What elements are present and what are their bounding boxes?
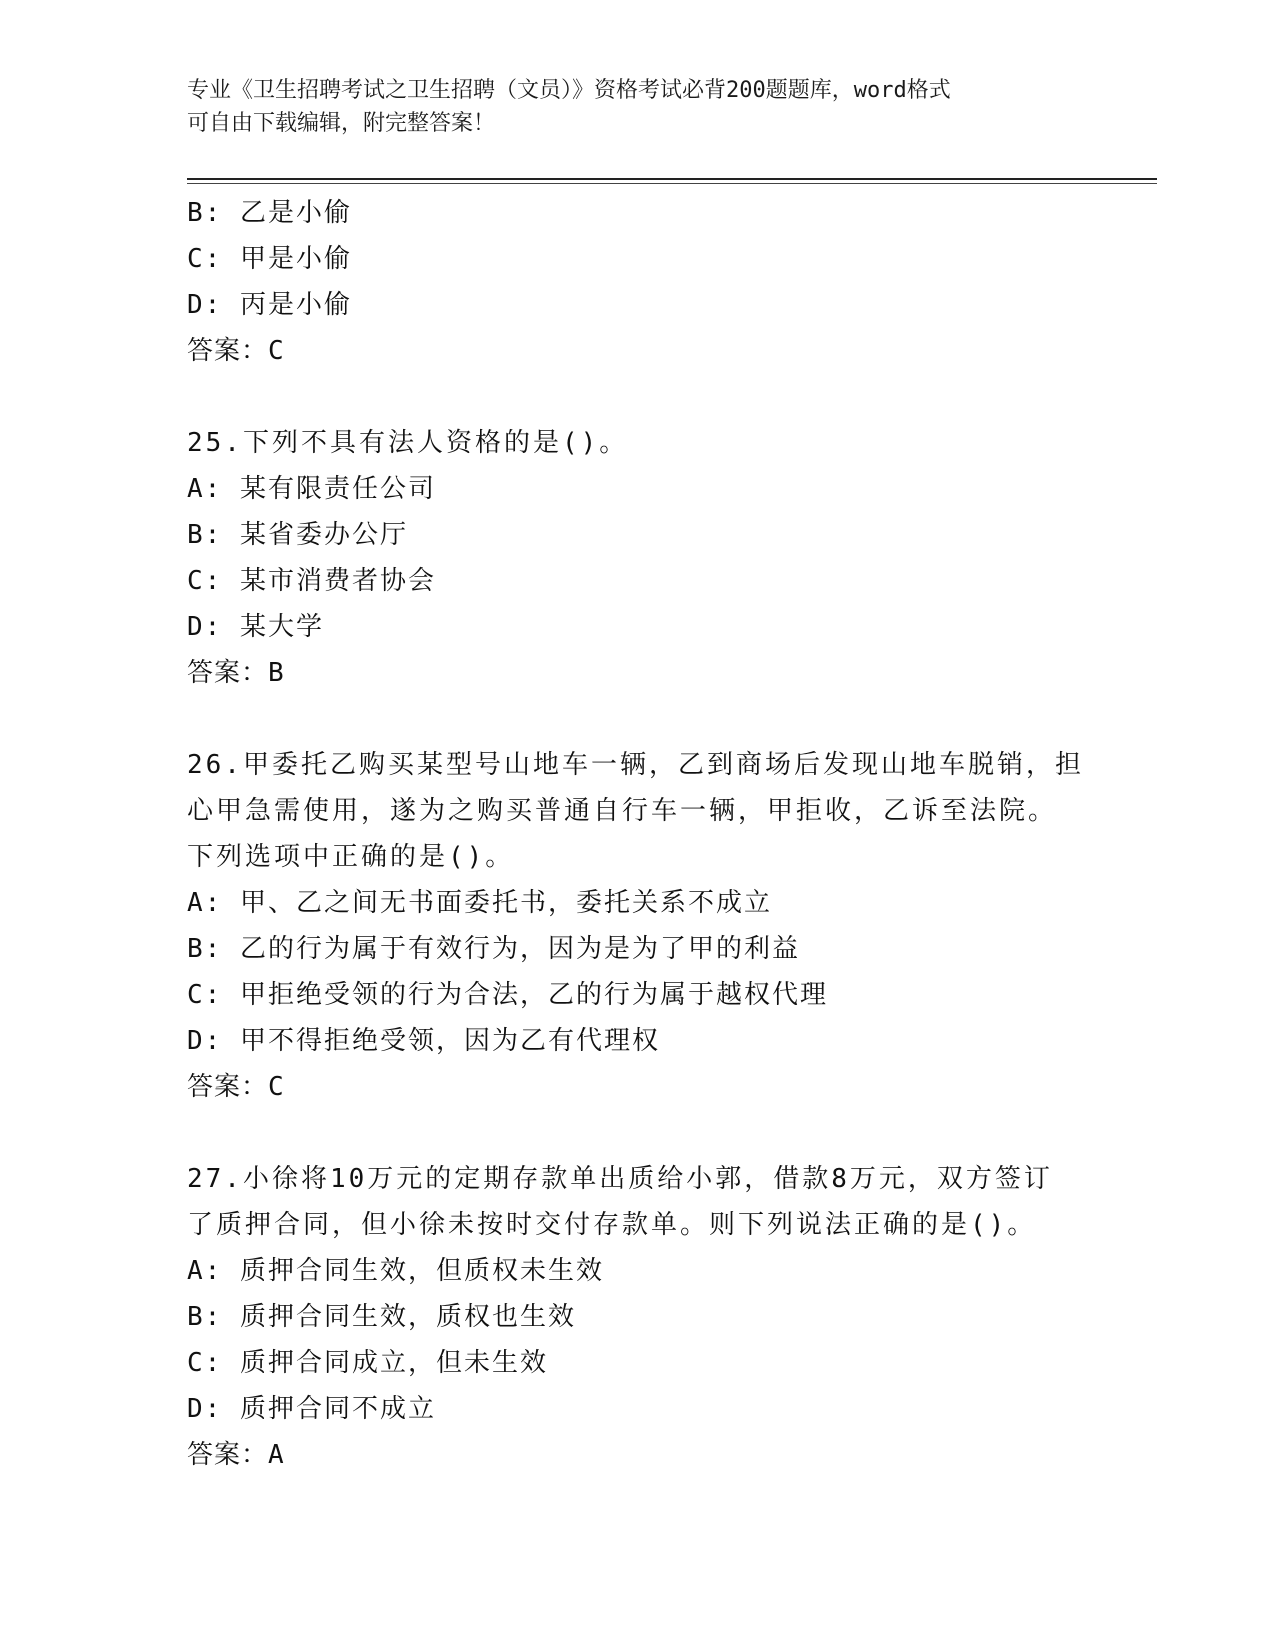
question-26	[187, 742, 1087, 1110]
header-divider-thick	[187, 178, 1157, 180]
question-text-line-2: 心甲急需使用，遂为之购买普通自行车一辆，甲拒收，乙诉至法院。	[187, 796, 1058, 826]
answer: 答案：C	[187, 336, 285, 366]
answer: 答案：C	[187, 1072, 285, 1102]
option-a: A: 甲、乙之间无书面委托书，委托关系不成立	[187, 888, 772, 918]
option-c: C: 甲是小偷	[187, 244, 352, 274]
question-list	[187, 190, 1087, 1478]
question-27	[187, 1156, 1087, 1478]
answer: 答案：A	[187, 1440, 285, 1470]
option-a: A: 某有限责任公司	[187, 474, 436, 504]
document-header	[187, 74, 1087, 140]
question-text-line-1: 27.小徐将10万元的定期存款单出质给小郭，借款8万元，双方签订	[187, 1164, 1053, 1194]
option-c: C: 甲拒绝受领的行为合法，乙的行为属于越权代理	[187, 980, 828, 1010]
option-d: D: 丙是小偷	[187, 290, 352, 320]
option-b: B: 质押合同生效，质权也生效	[187, 1302, 576, 1332]
question-25	[187, 420, 1087, 696]
header-line-2: 可自由下载编辑，附完整答案！	[187, 111, 496, 136]
option-d: D: 甲不得拒绝受领，因为乙有代理权	[187, 1026, 660, 1056]
question-text-line-3: 下列选项中正确的是()。	[187, 842, 515, 872]
option-d: D: 质押合同不成立	[187, 1394, 436, 1424]
option-b: B: 某省委办公厅	[187, 520, 408, 550]
previous-question-continuation	[187, 190, 1087, 374]
option-c: C: 某市消费者协会	[187, 566, 436, 596]
answer: 答案：B	[187, 658, 285, 688]
header-line-1: 专业《卫生招聘考试之卫生招聘（文员）》资格考试必背200题题库，word格式	[187, 78, 951, 103]
question-text-line-1: 26.甲委托乙购买某型号山地车一辆，乙到商场后发现山地车脱销，担	[187, 750, 1084, 780]
header-divider-thin	[187, 183, 1157, 184]
question-text: 25.下列不具有法人资格的是()。	[187, 428, 629, 458]
option-b: B: 乙是小偷	[187, 198, 352, 228]
question-text-line-2: 了质押合同，但小徐未按时交付存款单。则下列说法正确的是()。	[187, 1210, 1037, 1240]
option-d: D: 某大学	[187, 612, 324, 642]
option-a: A: 质押合同生效，但质权未生效	[187, 1256, 604, 1286]
option-c: C: 质押合同成立，但未生效	[187, 1348, 548, 1378]
option-b: B: 乙的行为属于有效行为，因为是为了甲的利益	[187, 934, 800, 964]
